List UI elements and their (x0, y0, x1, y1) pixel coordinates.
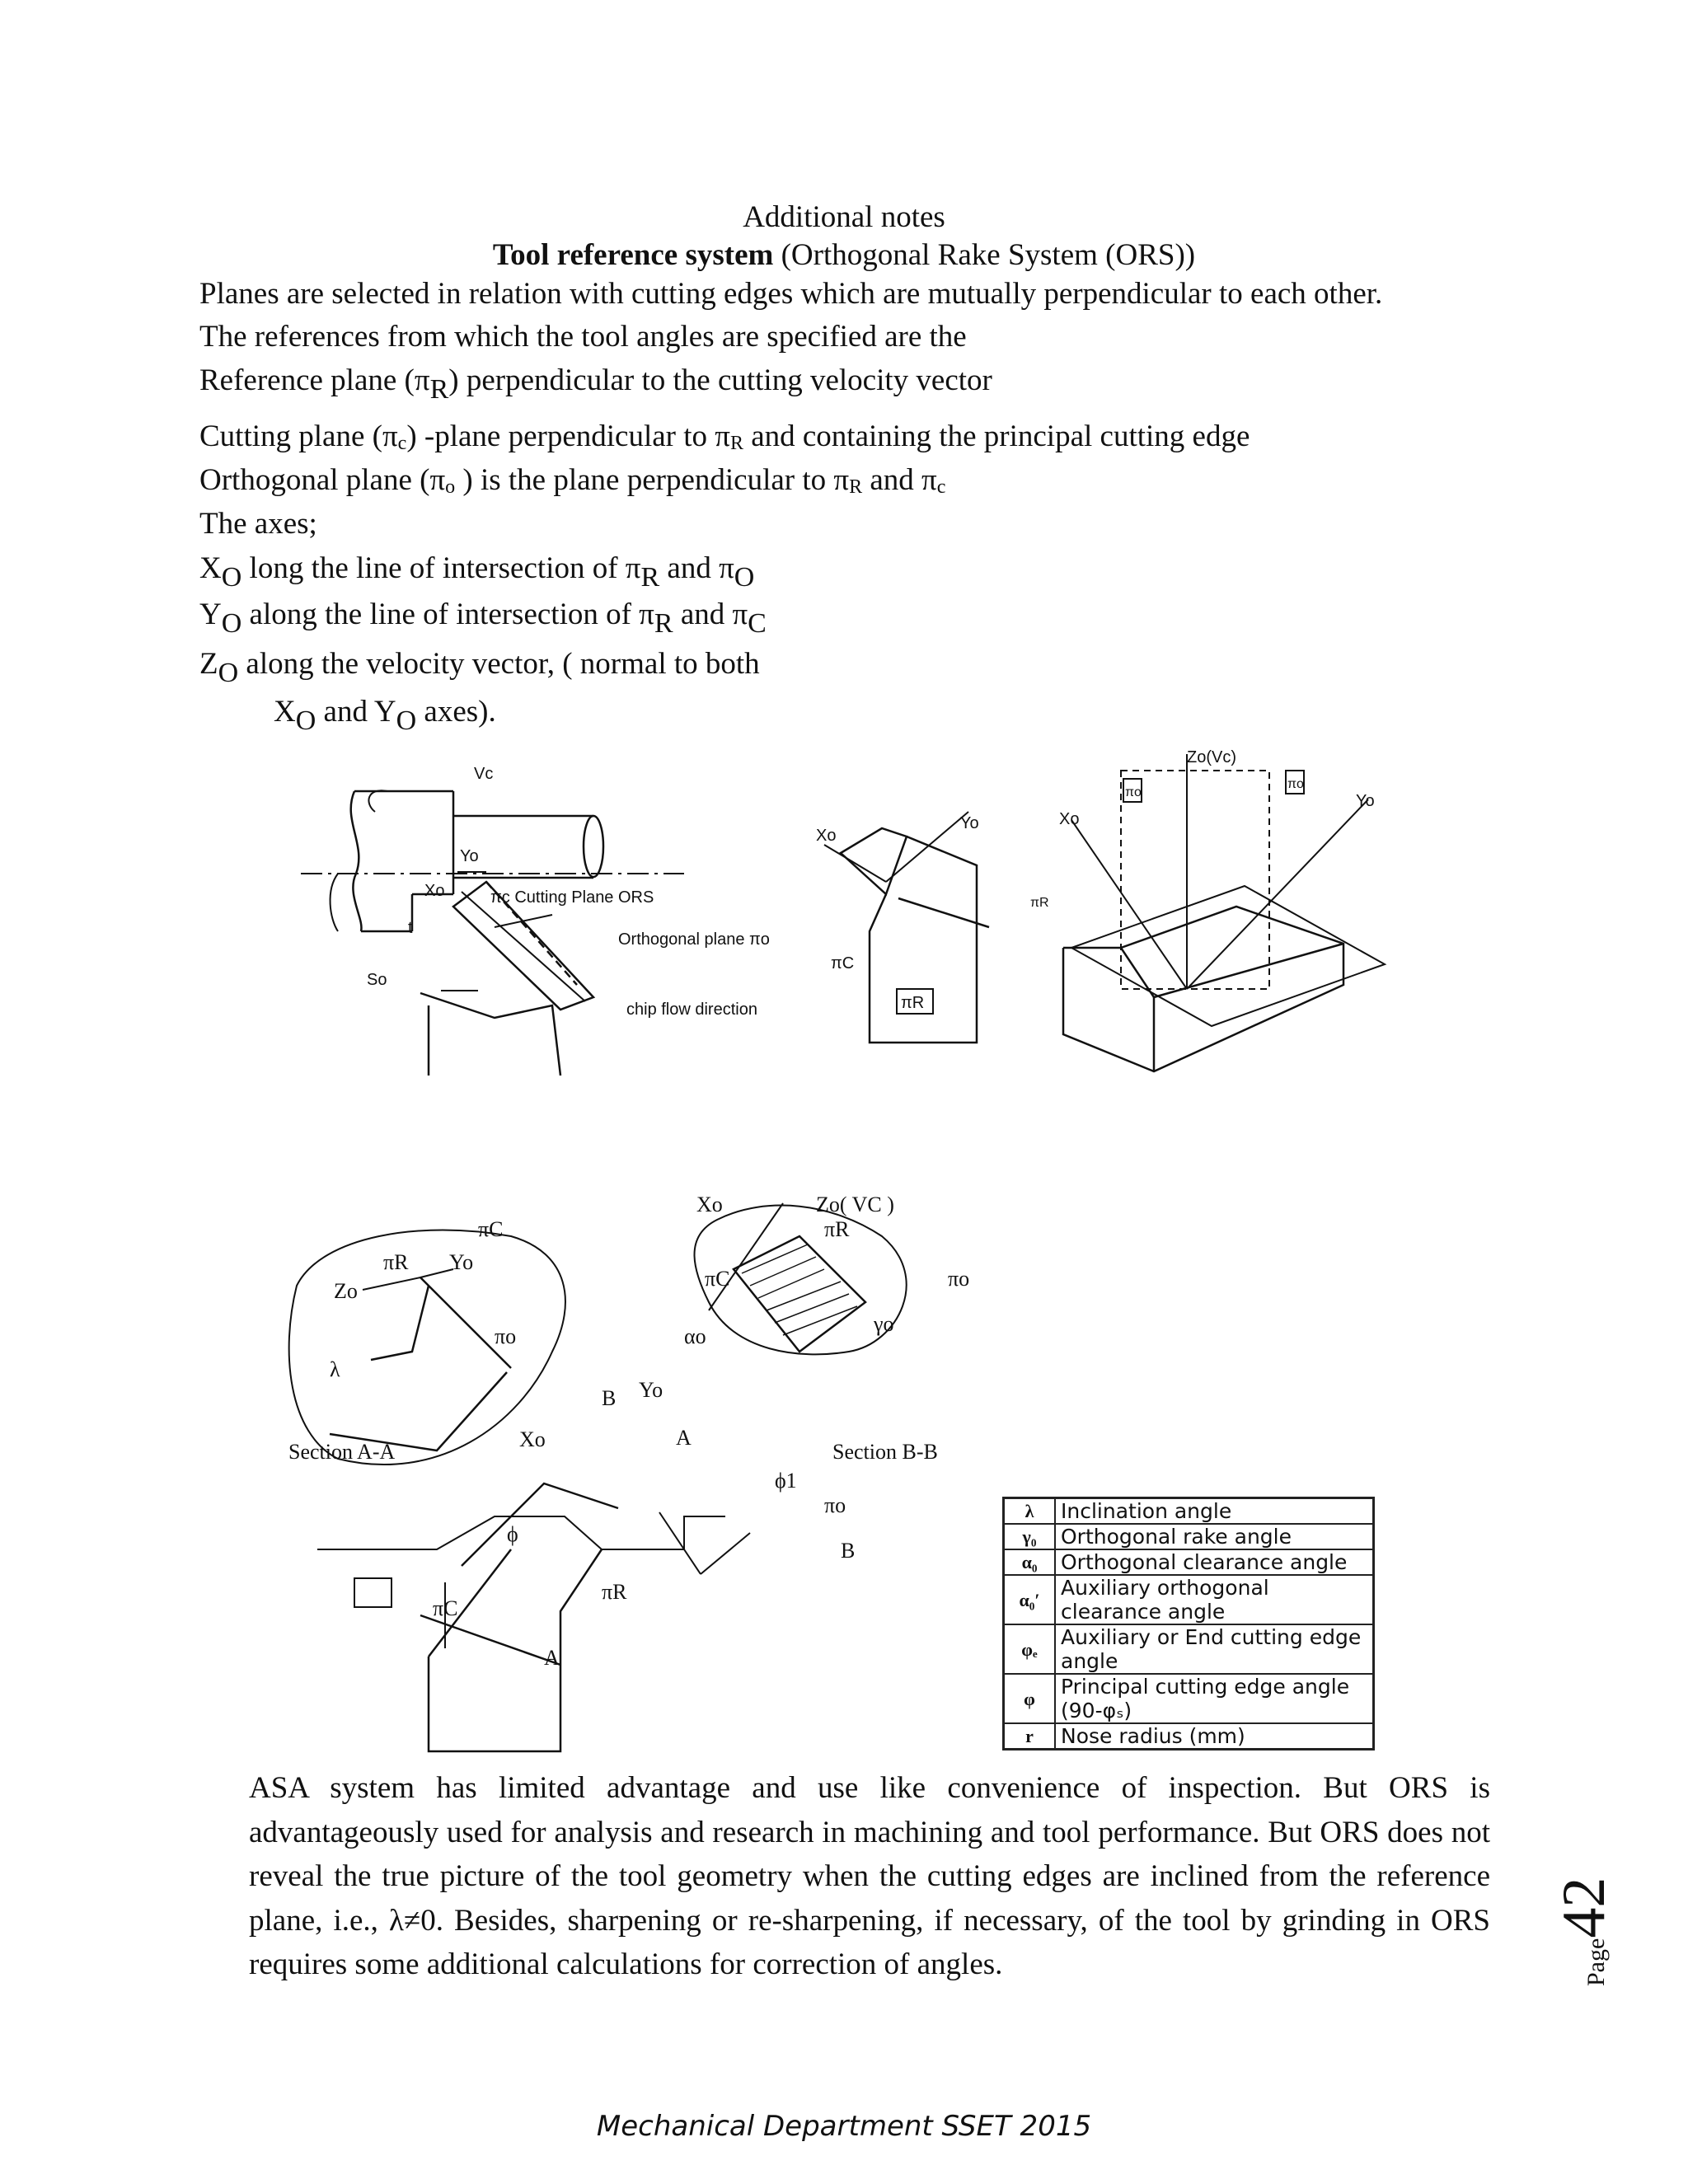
tool-isometric-figure (1022, 742, 1409, 1080)
t7b: long the line of intersection of π (241, 551, 641, 585)
t5s3: c (936, 476, 946, 498)
sec-b-zo-label: Zo( VC ) (816, 1193, 894, 1216)
chip-flow-arrow (462, 892, 585, 1001)
plan-pir-box (354, 1578, 392, 1607)
fig1-yo-label: Yo (460, 847, 479, 865)
text-line-3 (199, 359, 992, 405)
text-line-7 (199, 547, 755, 593)
fig3-zo-label: Zo(Vc) (1187, 748, 1236, 766)
sec-b-pio-label: πo (948, 1267, 970, 1291)
notes-heading: Additional notes (743, 200, 945, 234)
symbol-cell: γ₀ (1004, 1524, 1056, 1549)
sec-a-edge (420, 1277, 511, 1368)
t4s1: c (397, 433, 407, 454)
t4s2: R (729, 433, 743, 454)
fig1-t-label: t (408, 919, 413, 937)
sec-b-pir-label: πR (824, 1217, 850, 1241)
fig1-vc-label: Vc (474, 765, 494, 783)
symbol-cell: φ (1004, 1674, 1056, 1723)
tool-angle-symbol-table (1002, 1497, 1375, 1750)
symbol-table-row (1004, 1624, 1374, 1674)
text-line-1: Planes are selected in relation with cutting edges which are mutually perpendicular to each other. (199, 277, 1383, 311)
fig2-pic-label: πC (831, 954, 855, 972)
sec-a-pio-label: πo (495, 1324, 517, 1348)
plan-pir-label: πR (602, 1580, 627, 1604)
sec-b-xo-label: Xo (696, 1193, 723, 1216)
plan-b-arrow (701, 1533, 750, 1574)
text-line-9 (199, 643, 760, 686)
sec-a-lambda-label: λ (330, 1357, 340, 1381)
symbol-cell: α₀ (1004, 1549, 1056, 1575)
text-line-4 (199, 415, 1250, 458)
t5s1: o (445, 476, 456, 498)
description-cell: Orthogonal rake angle (1055, 1524, 1374, 1549)
sec-a-zo-label: Zo (334, 1279, 358, 1303)
turning-ors-figure (288, 754, 799, 1076)
plan-a-bottom-label: A (544, 1646, 560, 1670)
fig1-chip-flow-label: chip flow direction (626, 1001, 757, 1019)
t8s2: R (654, 608, 673, 639)
t9s1: O (218, 658, 239, 688)
sec-a-pic-label: πC (478, 1217, 504, 1241)
plan-top-outline (317, 1516, 725, 1549)
plan-yo-label: Yo (639, 1378, 663, 1402)
symbol-table-row (1004, 1498, 1374, 1525)
t10a: X (274, 695, 296, 729)
plan-nose (462, 1483, 618, 1566)
fig2-yo-label: Yo (960, 814, 979, 832)
tool-sections-figure (272, 1187, 997, 1764)
symbol-table-row (1004, 1575, 1374, 1624)
t7c: and π (659, 551, 734, 585)
fig1-orthogonal-plane-label: Orthogonal plane πo (618, 930, 770, 949)
t8s1: O (221, 608, 242, 639)
t5c: and π (862, 463, 937, 497)
symbol-cell: φₑ (1004, 1624, 1056, 1674)
fig2-xo-axis (824, 845, 886, 882)
page-footer: Mechanical Department SSET 2015 (596, 2110, 1092, 2143)
symbol-table-row (1004, 1549, 1374, 1575)
fig3-yo-axis (1187, 799, 1368, 989)
t8b: along the line of intersection of π (241, 598, 654, 631)
sec-b-pic-label: πC (705, 1267, 730, 1291)
fig3-pio2-label: πo (1287, 777, 1304, 791)
t3a: Reference plane (π (199, 363, 430, 397)
section-b-label: Section B-B (832, 1440, 938, 1464)
t10s1: O (295, 705, 316, 736)
t8a: Y (199, 598, 222, 631)
symbol-cell: λ (1004, 1498, 1056, 1525)
symbol-table-body (1004, 1498, 1374, 1750)
t3b: ) perpendicular to the cutting velocity vector (448, 363, 992, 397)
description-cell: Auxiliary or End cutting edge angle (1055, 1624, 1374, 1674)
t7a: X (199, 551, 222, 585)
sec-a-zo-axis (363, 1277, 420, 1290)
page-number-block (1550, 1838, 1640, 1986)
text-line-8 (199, 593, 767, 639)
fig3-yo-label: Yo (1356, 792, 1375, 810)
text-line-10 (274, 691, 496, 736)
tool-plan-figure (808, 804, 1014, 1067)
description-cell: Principal cutting edge angle (90-φₛ) (1055, 1674, 1374, 1723)
symbol-table-row (1004, 1723, 1374, 1750)
sec-b-alpha-label: αo (684, 1324, 706, 1348)
page-number: 42 (1550, 1877, 1618, 1938)
workpiece-break-line (351, 791, 362, 931)
plan-b-line (659, 1512, 701, 1574)
orthogonal-plane-outline (1121, 771, 1269, 989)
page-label: Page (1582, 1938, 1610, 1986)
description-cell: Orthogonal clearance angle (1055, 1549, 1374, 1575)
symbol-table-row (1004, 1674, 1374, 1723)
plan-a-top-label: A (676, 1426, 692, 1450)
sec-a-wedge (371, 1286, 429, 1360)
sec-b-pic-line (709, 1203, 783, 1310)
text-line-6: The axes; (199, 507, 317, 541)
t10s2: O (396, 705, 417, 736)
sec-a-yo-axis (420, 1269, 453, 1277)
t9a: Z (199, 647, 218, 681)
sec-b-rake-face (734, 1236, 865, 1352)
reference-plane (1071, 886, 1385, 1026)
symbol-cell: r (1004, 1723, 1056, 1750)
t4b: ) -plane perpendicular to π (406, 419, 730, 453)
page-number-rotated (1550, 1838, 1640, 1986)
t3s: R (429, 374, 449, 405)
text-line-2: The references from which the tool angles are specified are the (199, 320, 967, 354)
plan-phi-label: ϕ (507, 1522, 518, 1546)
fig2-pir-label: πR (901, 994, 925, 1012)
t7s2: R (640, 562, 660, 593)
fig2-xo-label: Xo (816, 827, 837, 845)
plan-xo-label: Xo (519, 1427, 546, 1451)
t8s3: C (748, 608, 767, 639)
rotation-arrow (368, 790, 387, 812)
fig1-xo-label: Xo (424, 882, 445, 900)
plan-b-top-label: B (602, 1386, 617, 1410)
t8c: and π (673, 598, 748, 631)
sec-a-pir-label: πR (383, 1250, 409, 1274)
fig1-cutting-plane-label: πc Cutting Plane ORS (490, 888, 654, 907)
t4a: Cutting plane (π (199, 419, 398, 453)
description-cell: Nose radius (mm) (1055, 1723, 1374, 1750)
text-line-5 (199, 459, 945, 502)
plan-outline (429, 1549, 602, 1751)
sec-a-base (330, 1372, 507, 1451)
description-cell: Auxiliary orthogonal clearance angle (1055, 1575, 1374, 1624)
plan-phi1-label: ϕ1 (775, 1469, 797, 1493)
fig3-xo-axis (1071, 820, 1187, 989)
t5b: ) is the plane perpendicular to π (455, 463, 850, 497)
t5a: Orthogonal plane (π (199, 463, 446, 497)
t10b: and Y (316, 695, 396, 729)
sec-b-gamma-label: γo (874, 1312, 894, 1336)
fig3-xo-label: Xo (1059, 810, 1080, 828)
section-a-label: Section A-A (288, 1440, 396, 1464)
t7s1: O (221, 562, 242, 593)
plan-pic-label: πC (433, 1596, 458, 1620)
section-hatch-outline (331, 874, 338, 931)
section-title (0, 237, 1688, 274)
plan-b-bottom-label: B (841, 1539, 856, 1563)
symbol-cell: α₀′ (1004, 1575, 1056, 1624)
tool-body (420, 993, 560, 1076)
fig3-pir-label: πR (1030, 896, 1049, 910)
fig3-pio-label: πo (1125, 785, 1142, 799)
fig2-yo-axis (886, 812, 968, 882)
section-title-bold: Tool reference system (492, 238, 774, 272)
symbol-table-row (1004, 1524, 1374, 1549)
t9b: along the velocity vector, ( normal to both (238, 647, 760, 681)
asa-ors-paragraph: ASA system has limited advantage and use like convenience of inspection. But ORS is advantageously used for analysis and research in machining and tool performance. But ORS does not reveal the true picture of the tool geometry when the cutting edges are inclined from the reference plane, i.e., λ≠0. Besides, sharpening or re-sharpening, if necessary, of the tool by grinding in ORS requires some additional calculations for correction of angles. (249, 1771, 1490, 1981)
sec-a-yo-label: Yo (449, 1250, 474, 1274)
description-cell: Inclination angle (1055, 1498, 1374, 1525)
tool-edge-line (898, 898, 989, 927)
t7s3: O (734, 562, 755, 593)
t10c: axes). (416, 695, 496, 729)
t4c: and containing the principal cutting edge (743, 419, 1250, 453)
plan-pio-label: πo (824, 1493, 846, 1517)
fig1-so-label: So (367, 971, 387, 989)
t5s2: R (849, 476, 863, 498)
section-title-rest: (Orthogonal Rake System (ORS)) (773, 238, 1196, 272)
shaft-end (584, 816, 603, 877)
